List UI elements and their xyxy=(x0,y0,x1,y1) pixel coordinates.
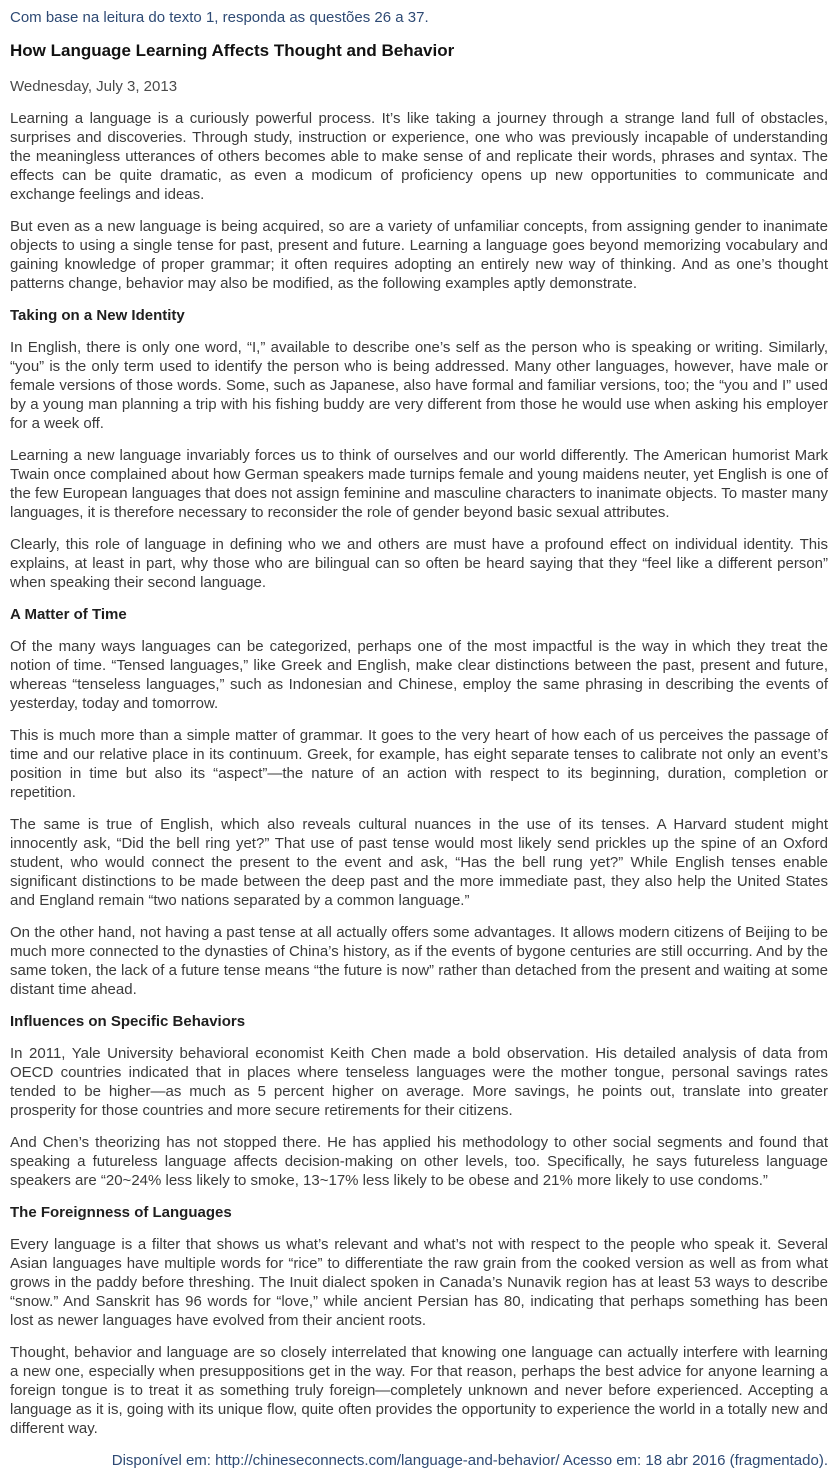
source-citation: Disponível em: http://chineseconnects.com/language-and-behavior/ Acesso em: 18 abr 2016 (fragmentado). xyxy=(111,1452,828,1469)
paragraph: Every language is a filter that shows us what’s relevant and what’s not with respect to the people who speak it. Several Asian languages have multiple words for “rice” to differentiate the raw grain from the cooked version as well as from what grows in the paddy before threshing. The Inuit dialect spoken in Canada’s Nunavik region has at least 53 ways to describe “snow.” And Sanskrit has 96 words for “love,” while ancient Persian has 80, indicating that perhaps something has been lost as newer languages have evolved from their ancient roots. xyxy=(10,1236,828,1329)
section-heading: Taking on a New Identity xyxy=(10,307,185,324)
paragraph: In English, there is only one word, “I,” available to describe one’s self as the person who is speaking or writing. Similarly, “you” is the only term used to identify the person who is being addressed. Many other languages, however, have male or female versions of those words. Some, such as Japanese, also have formal and familiar versions, too; the “you and I” used by a young man planning a trip with his fishing buddy are very different from those he would use when asking his employer for a week off. xyxy=(10,339,828,432)
paragraph: Thought, behavior and language are so closely interrelated that knowing one language can actually interfere with learning a new one, especially when presuppositions get in the way. For that reason, perhaps the best advice for anyone learning a foreign tongue is to treat it as something truly foreign—completely unknown and never before experienced. Accepting a language as it is, going with its unique flow, quite often provides the opportunity to experience the world in a totally new and different way. xyxy=(10,1344,828,1437)
exam-instruction: Com base na leitura do texto 1, responda as questões 26 a 37. xyxy=(10,9,429,26)
section-heading: Influences on Specific Behaviors xyxy=(10,1013,246,1030)
article-date: Wednesday, July 3, 2013 xyxy=(10,78,178,95)
paragraph: But even as a new language is being acquired, so are a variety of unfamiliar concepts, from assigning gender to inanimate objects to using a single tense for past, present and future. Learning a language goes beyond memorizing vocabulary and gaining knowledge of proper grammar; it often requires adopting an entirely new way of thinking. And as one’s thought patterns change, behavior may also be modified, as the following examples aptly demonstrate. xyxy=(10,218,828,292)
paragraph: And Chen’s theorizing has not stopped there. He has applied his methodology to other social segments and found that speaking a futureless language affects decision-making on other levels, too. Specifically, he says futureless language speakers are “20~24% less likely to smoke, 13~17% less likely to be obese and 21% more likely to use condoms.” xyxy=(10,1134,828,1189)
paragraph: This is much more than a simple matter of grammar. It goes to the very heart of how each of us perceives the passage of time and our relative place in its continuum. Greek, for example, has eight separate tenses to calibrate not only an event’s position in time but also its “aspect”—the nature of an action with respect to its beginning, duration, completion or repetition. xyxy=(10,727,828,801)
paragraph: Of the many ways languages can be categorized, perhaps one of the most impactful is the way in which they treat the notion of time. “Tensed languages,” like Greek and English, make clear distinctions between the past, present and future, whereas “tenseless languages,” such as Indonesian and Chinese, employ the same phrasing in describing the events of yesterday, today and tomorrow. xyxy=(10,638,828,712)
paragraph: The same is true of English, which also reveals cultural nuances in the use of its tenses. A Harvard student might innocently ask, “Did the bell ring yet?” That use of past tense would most likely send prickles up the spine of an Oxford student, who would connect the present to the event and ask, “Has the bell rung yet?” While English tenses enable significant distinctions to be made between the deep past and the more immediate past, they also help the United States and England remain “two nations separated by a common language.” xyxy=(10,816,828,909)
paragraph: On the other hand, not having a past tense at all actually offers some advantages. It allows modern citizens of Beijing to be much more connected to the dynasties of China’s history, as if the events of bygone centuries are still occurring. And by the same token, the lack of a future tense means “the future is now” rather than detached from the present and waiting at some distant time ahead. xyxy=(10,924,828,998)
paragraph: Learning a language is a curiously powerful process. It’s like taking a journey through a strange land full of obstacles, surprises and discoveries. Through study, instruction or experience, one who was previously incapable of understanding the meaningless utterances of others becomes able to make sense of and replicate their words, phrases and syntax. The effects can be quite dramatic, as even a modicum of proficiency opens up new opportunities to communicate and exchange feelings and ideas. xyxy=(10,110,828,203)
section-heading: The Foreignness of Languages xyxy=(10,1204,232,1221)
article-body xyxy=(10,109,828,1438)
section-heading: A Matter of Time xyxy=(10,606,127,623)
article-title: How Language Learning Affects Thought and Behavior xyxy=(10,41,455,60)
paragraph: Clearly, this role of language in defining who we and others are must have a profound effect on individual identity. This explains, at least in part, why those who are bilingual can so often be heard saying that they “feel like a different person” when speaking their second language. xyxy=(10,536,828,591)
paragraph: Learning a new language invariably forces us to think of ourselves and our world differently. The American humorist Mark Twain once complained about how German speakers made turnips female and young maidens neuter, yet English is one of the few European languages that does not assign feminine and masculine characters to inanimate objects. To master many languages, it is therefore necessary to reconsider the role of gender beyond basic sexual attributes. xyxy=(10,447,828,521)
paragraph: In 2011, Yale University behavioral economist Keith Chen made a bold observation. His detailed analysis of data from OECD countries indicated that in places where tenseless languages were the mother tongue, personal savings rates tended to be higher—as much as 5 percent higher on average. More savings, he points out, translate into greater prosperity for those countries and more secure retirements for their citizens. xyxy=(10,1045,828,1119)
